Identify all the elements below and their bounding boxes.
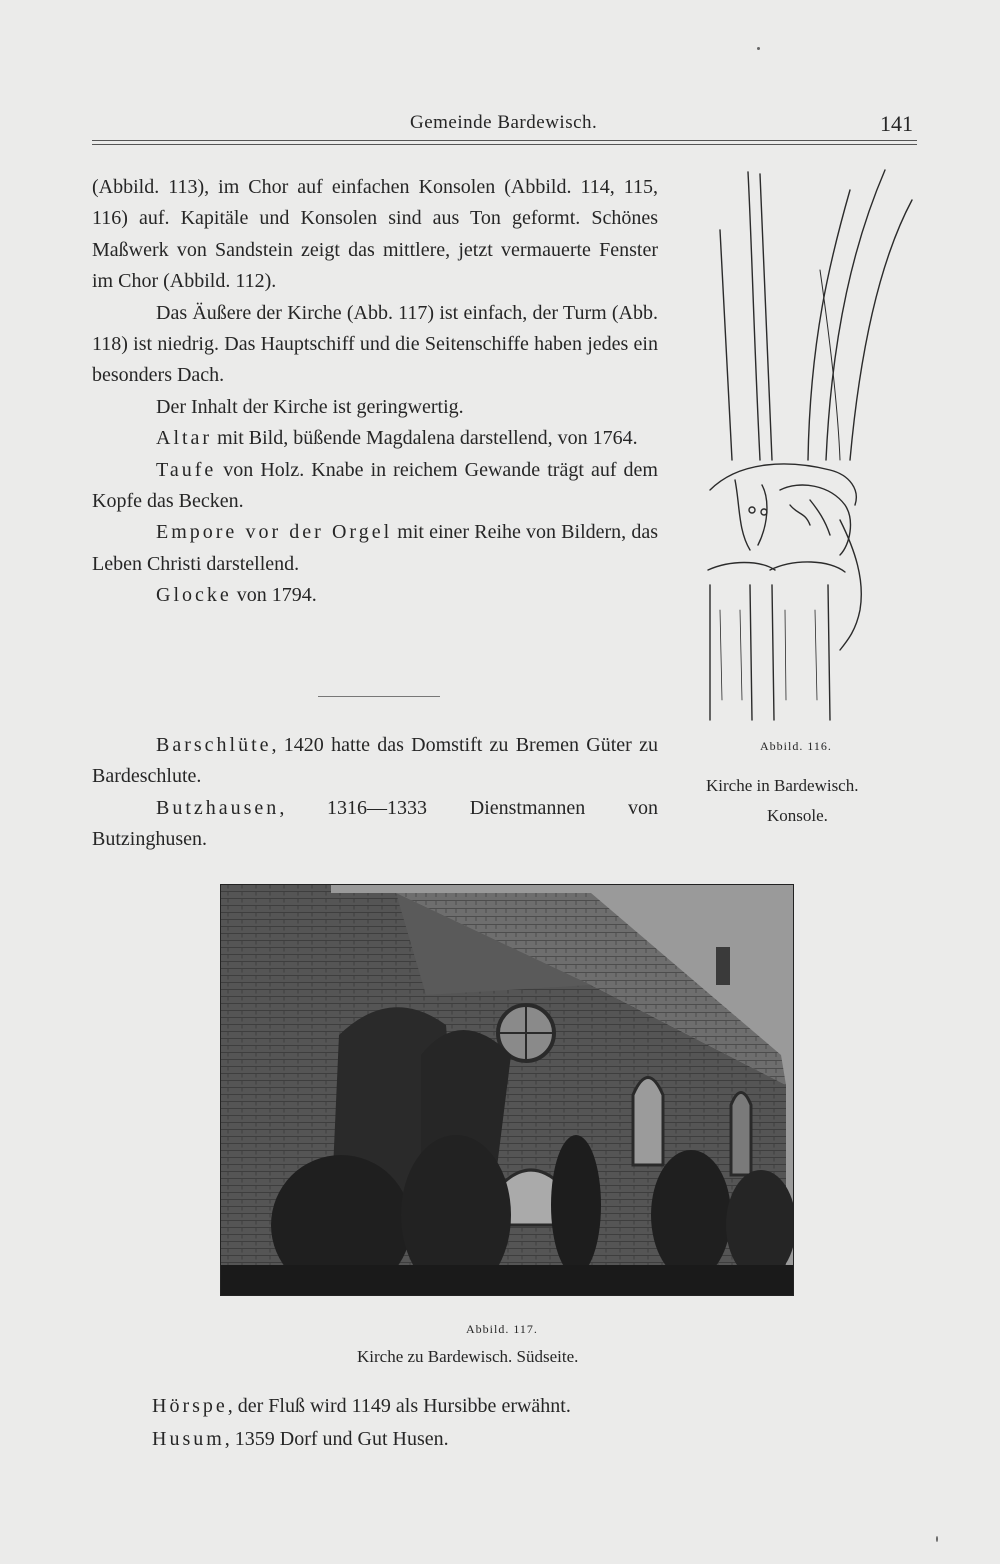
entry-barschluete (92, 730, 658, 793)
text-butzhausen: , 1316—1333 Dienstmannen von Butzinghusen. (92, 796, 658, 851)
paragraph-font (92, 455, 658, 518)
entry-butzhausen (92, 793, 658, 856)
places-text-column (92, 730, 658, 856)
church-photograph (220, 884, 794, 1296)
figure-117-caption: Kirche zu Bardewisch. Südseite. (357, 1347, 579, 1366)
paragraph-construction: (Abbild. 113), im Chor auf einfachen Konsolen (Abbild. 114, 115, 116) auf. Kapitäle und Konsolen sind aus Ton geformt. Schönes Maßwerk von Sandstein zeigt das mittlere, jetzt vermauerte Fenster im Chor (Abbild. 112). (92, 176, 658, 293)
console-drawing-figure (680, 160, 920, 730)
section-divider (318, 696, 440, 697)
figure-116-caption-line1: Kirche in Bardewisch. (706, 776, 859, 795)
entry-husum (152, 1423, 852, 1456)
term-glocke: Glocke (156, 584, 232, 607)
figure-116-caption-line2: Konsole. (767, 806, 828, 825)
text-husum: , 1359 Dorf und Gut Husen. (224, 1428, 449, 1450)
term-taufe: Taufe (156, 458, 217, 481)
page-number: 141 (880, 111, 913, 136)
paper-speck (757, 47, 760, 50)
term-barschluete: Barschlüte (156, 734, 272, 756)
paragraph-altar (92, 423, 658, 454)
entry-hoerspe (152, 1390, 852, 1423)
running-title: Gemeinde Bardewisch. (410, 112, 598, 133)
text-taufe: von Holz. Knabe in reichem Gewande trägt auf dem Kopfe das Becken. (92, 458, 658, 513)
term-altar: Altar (156, 427, 213, 450)
header-rule (92, 140, 917, 145)
text-barschluete: , 1420 hatte das Domstift zu Bremen Güter zu Bardeschlute. (92, 734, 658, 788)
figure-116-label: Abbild. 116. (760, 739, 832, 753)
figure-117-label: Abbild. 117. (466, 1322, 538, 1336)
term-husum: Husum (152, 1428, 225, 1450)
paragraph-exterior: Das Äußere der Kirche (Abb. 117) ist einfach, der Turm (Abb. 118) ist niedrig. Das Hauptschiff und die Seitenschiffe haben jedes ein besonders Dach. (92, 301, 658, 387)
paragraph-bell (92, 580, 658, 611)
text-hoerspe: , der Fluß wird 1149 als Hursibbe erwähnt. (227, 1395, 571, 1417)
term-butzhausen: Butzhausen (156, 796, 280, 819)
main-text-column (92, 172, 658, 612)
term-hoerspe: Hörspe (152, 1395, 228, 1417)
paragraph-gallery (92, 517, 658, 580)
paper-speck (936, 1536, 938, 1542)
text-empore: mit einer Reihe von Bildern, das Leben Christi darstellend. (92, 521, 658, 575)
term-empore: Empore vor der Orgel (156, 521, 393, 544)
paragraph-contents: Der Inhalt der Kirche ist geringwertig. (156, 395, 464, 418)
text-altar: mit Bild, büßende Magdalena darstellend, von 1764. (212, 427, 638, 450)
text-glocke: von 1794. (231, 584, 317, 607)
bottom-text-column (152, 1390, 852, 1456)
